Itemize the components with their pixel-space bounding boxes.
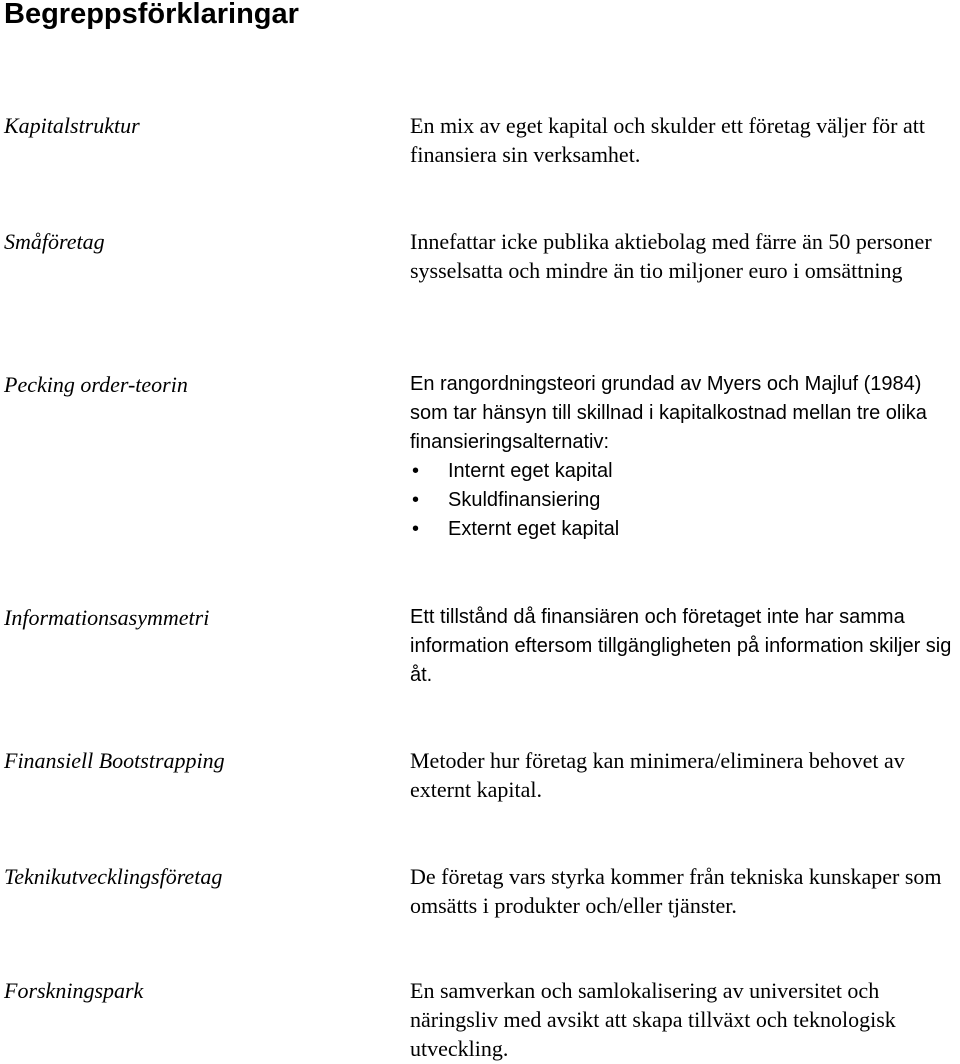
term: Kapitalstruktur [4, 113, 140, 138]
term: Småföretag [4, 229, 105, 254]
term: Finansiell Bootstrapping [4, 748, 225, 773]
definition: En mix av eget kapital och skulder ett företag väljer för att finansiera sin verksamhet. [410, 113, 925, 167]
term: Pecking order-teorin [4, 372, 188, 397]
page-title: Begreppsförklaringar [4, 0, 299, 30]
definition: De företag vars styrka kommer från tekniska kunskaper som omsätts i produkter och/eller tjänster. [410, 864, 942, 918]
list-item: • Skuldfinansiering [410, 486, 960, 515]
bullet-icon: • [412, 518, 420, 540]
definition: Innefattar icke publika aktiebolag med färre än 50 personer sysselsatta och mindre än tio miljoner euro i omsättning [410, 229, 932, 283]
term: Forskningspark [4, 978, 144, 1003]
bullet-icon: • [412, 489, 420, 511]
term: Teknikutvecklingsföretag [4, 864, 223, 889]
term: Informationsasymmetri [4, 605, 210, 630]
definition: En rangordningsteori grundad av Myers och Majluf (1984) som tar hänsyn till skillnad i kapitalkostnad mellan tre olika finansieringsalternativ: • Internt eget kapital • Skuldfinansiering • Externt eget kapital [410, 370, 960, 544]
bullet-icon: • [412, 460, 420, 482]
list-item: • Externt eget kapital [410, 515, 960, 544]
list-item: • Internt eget kapital [410, 457, 960, 486]
definition: Metoder hur företag kan minimera/eliminera behovet av externt kapital. [410, 748, 905, 802]
definition: Ett tillstånd då finansiären och företaget inte har samma information eftersom tillgängligheten på information skiljer sig åt. [410, 606, 952, 686]
definition: En samverkan och samlokalisering av universitet och näringsliv med avsikt att skapa tillväxt och teknologisk utveckling. [410, 978, 896, 1061]
bullet-list [410, 457, 960, 544]
